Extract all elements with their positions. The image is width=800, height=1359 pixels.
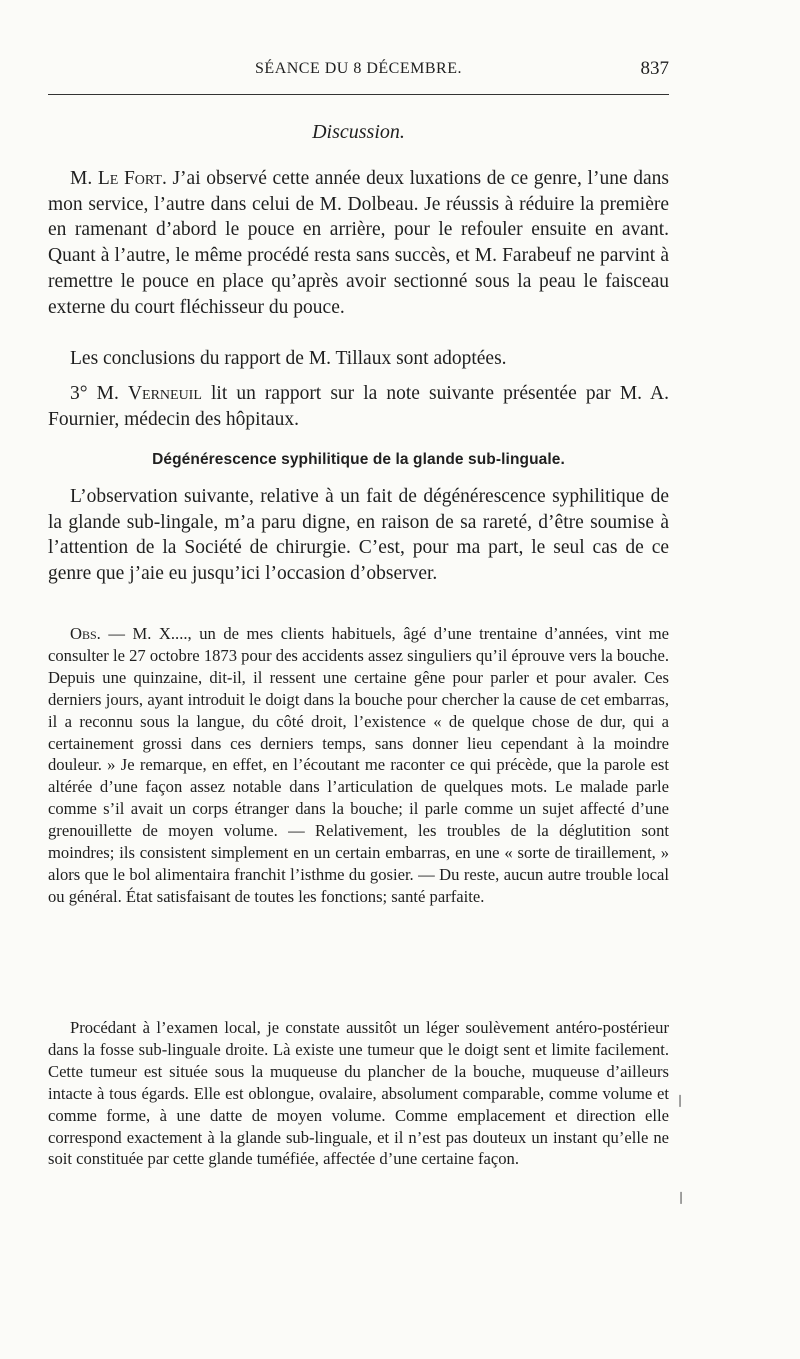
running-title: SÉANCE DU 8 DÉCEMBRE.: [255, 60, 462, 77]
paragraph-text: L’observation suivante, relative à un fait de dégénérescence syphilitique de la glande sub-lingale, m’a paru digne, en raison de sa rareté, d’être soumise à l’attention de la Société de chirurgie. C’est, pour ma part, le seul cas de ce genre que j’aie eu jusqu’ici l’occasion d’observer.: [48, 486, 669, 585]
paragraph-text: — M. X...., un de mes clients habituels, âgé d’une trentaine d’années, vint me consulter le 27 octobre 1873 pour des accidents assez singuliers qu’il éprouve vers la bouche. Depuis une quinzaine, dit-il, il ressent une certaine gêne pour parler et pour avaler. Ces derniers jours, ayant introduit le doigt dans la bouche pour chercher la cause de cet embarras, il a reconnu sous la langue, du côté droit, l’existence « de quelque chose de dur, qui a certainement grossi dans ces derniers temps, sans donner lieu cependant à la moindre douleur. » Je remarque, en effet, en l’écoutant me raconter ce qui précède, que la parole est altérée d’une façon assez notable dans l’articulation de quelques mots. Le malade parle comme s’il avait un corps étranger dans la bouche; il parle comme un sujet affecté d’une grenouillette de moyen volume. — Relativement, les troubles de la déglutition sont moindres; ils consistent simplement en un certain embarras, en une « sorte de tiraillement, » alors que le bol alimentaira franchit l’isthme du gosier. — Du reste, aucun autre trouble local ou général. État satisfaisant de toutes les fonctions; santé parfaite.: [48, 624, 669, 906]
paragraph-text: lit un rapport sur la note suivante présentée par M. A. Fournier, médecin des hôpitaux.: [48, 383, 669, 430]
header-rule: [48, 94, 669, 95]
speaker-name: Verneuil: [127, 383, 202, 404]
paragraph-observation-intro: [48, 484, 669, 587]
speaker-name: M. Le Fort.: [70, 168, 167, 189]
paragraph-prefix: 3° M.: [70, 383, 128, 404]
paragraph-le-fort: [48, 166, 669, 320]
paragraph-examination: [48, 1017, 669, 1170]
margin-mark: ❘: [675, 1093, 686, 1107]
paragraph-observation: [48, 623, 669, 908]
obs-label: Obs.: [70, 624, 101, 643]
paragraph-text: J’ai observé cette année deux luxations de ce genre, l’une dans mon service, l’autre dans celui de M. Dolbeau. Je réussis à réduire la première en ramenant d’abord le pouce en arrière, pour le refouler ensuite en avant. Quant à l’autre, le même procédé resta sans succès, et M. Farabeuf ne parvint à remettre le pouce en place qu’après avoir sectionné sous la peau le faisceau externe du court fléchisseur du pouce.: [48, 168, 669, 318]
page-number: 837: [640, 58, 669, 79]
running-head: [48, 58, 669, 88]
paragraph-conclusions: [48, 346, 669, 372]
paragraph-text: Les conclusions du rapport de M. Tillaux sont adoptées.: [70, 348, 507, 369]
paragraph-text: Procédant à l’examen local, je constate aussitôt un léger soulèvement antéro-postérieur dans la fosse sub-linguale droite. Là existe une tumeur que le doigt sent et limite facilement. Cette tumeur est située sous la muqueuse du plancher de la bouche, muqueuse d’ailleurs intacte à tous égards. Elle est oblongue, ovalaire, absolument comparable, comme volume et comme forme, à une datte de moyen volume. Comme emplacement et direction elle correspond exactement à la glande sub-linguale, et il n’est pas douteux un instant qu’elle ne soit constituée par cette glande tuméfiée, affectée d’une certaine façon.: [48, 1018, 669, 1169]
section-title: Discussion.: [312, 121, 405, 143]
paragraph-verneuil: [48, 381, 669, 432]
article-subheading: Dégénérescence syphilitique de la glande sub-linguale.: [152, 451, 565, 468]
margin-mark: ❘: [676, 1190, 687, 1204]
